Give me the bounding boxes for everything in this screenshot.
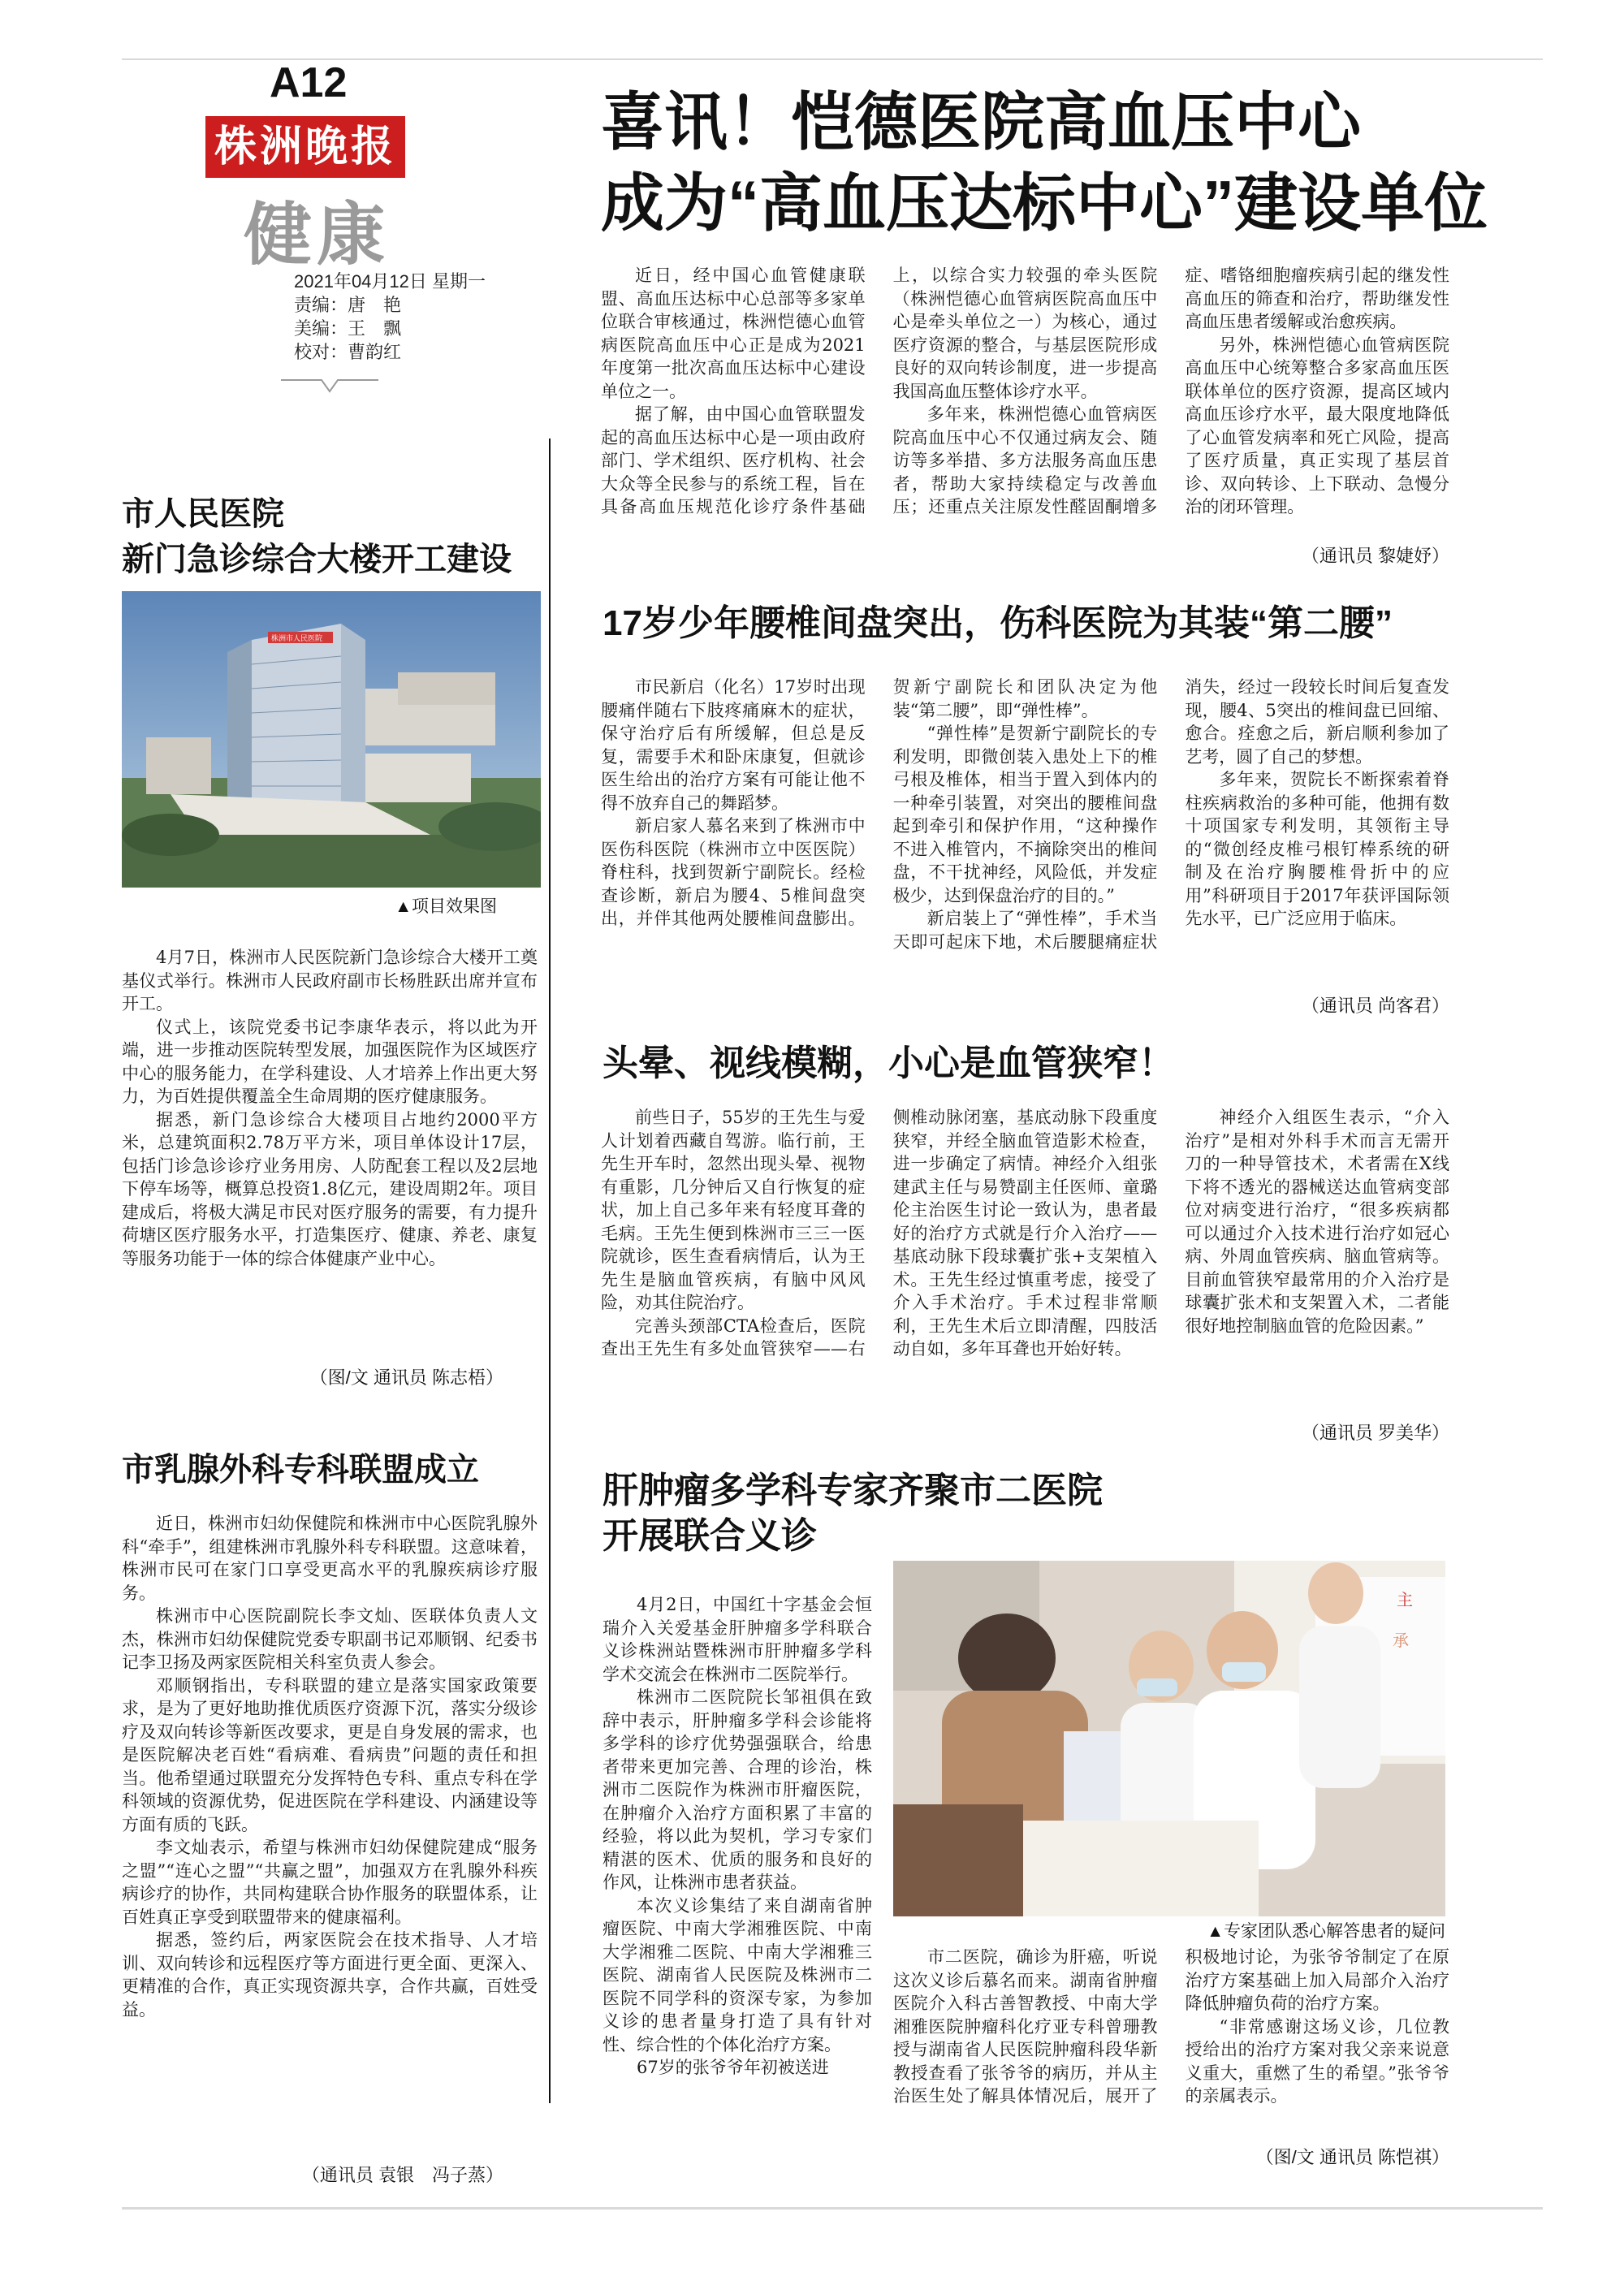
section-title: 健康 <box>244 194 391 274</box>
main-article-credit: （通讯员 黎婕妤） <box>1301 546 1449 566</box>
hospital-article-headline <box>122 491 538 582</box>
paragraph: 据悉，签约后，两家医院会在技术指导、人才培训、双向转诊和远程医疗等方面进行更全面、更深入、更精准的合作，真正实现资源共享，合作共赢，百姓受益。 <box>122 1930 538 2020</box>
paragraph: 株洲市中心医院副院长李文灿、医联体负责人文杰，株洲市妇幼保健院党委专职副书记邓顺钢、纪委书记李卫扬及两家医院相关科室负责人参会。 <box>122 1606 538 1672</box>
main-headline-line2: 成为“高血压达标中心”建设单位 <box>601 167 1488 239</box>
vessel-article-headline: 头晕、视线模糊，小心是血管狭窄！ <box>603 1043 1174 1083</box>
breast-article-body <box>122 1512 538 2158</box>
paragraph: 67岁的张爷爷年初被送进 <box>637 2058 829 2077</box>
paragraph: 据悉，新门急诊综合大楼项目占地约2000平方米，总建筑面积2.78万平方米，项目单体设计17层，包括门诊急诊诊疗业务用房、人防配套工程以及2层地下停车场等，概算总投资1.8亿元，建设周期2年。项目建成后，将极大满足市民对医疗服务的需要，有力提升荷塘区医疗服务水平，打造集医疗、健康、养老、康复等服务功能于一体的综合体健康产业中心。 <box>122 1109 538 1268</box>
consultation-scene-illustration <box>893 1561 1445 1916</box>
liver-photo-caption: ▲专家团队悉心解答患者的疑问 <box>1207 1922 1445 1941</box>
vessel-article-body <box>601 1106 1449 1439</box>
main-headline-line1: 喜讯！恺德医院高血压中心 <box>601 86 1362 158</box>
page-number: A12 <box>270 59 348 106</box>
paragraph: 神经介入组医生表示，“介入治疗”是相对外科手术而言无需开刀的一种导管技术，术者需在X线下将不透光的器械送达血管病变部位对病变进行治疗，“很多疾病都可以通过介入技术进行治疗如冠心病、外周血管疾病、脑血管病等。目前血管狭窄最常用的介入治疗是球囊扩张术和支架置入术，二者能很好地控制脑血管的危险因素。” <box>1185 1108 1449 1336</box>
building-sign: 株洲市人民医院 <box>271 635 323 643</box>
hospital-rendering-photo <box>122 591 541 888</box>
paragraph: 多年来，贺院长不断探索着脊柱疾病救治的多种可能，他拥有数十项国家专利发明，其领衔主导的“微创经皮椎弓根钉棒系统的研制及在治疗胸腰椎骨折中的应用”科研项目于2017年获评国际领先水平，已广泛应用于临床。 <box>1185 770 1449 928</box>
expert-consultation-photo <box>893 1561 1445 1916</box>
paragraph: 近日，株洲市妇幼保健院和株洲市中心医院乳腺外科“牵手”，组建株洲市乳腺外科专科联盟。这意味着，株洲市民可在家门口享受更高水平的乳腺疾病诊疗服务。 <box>122 1514 538 1603</box>
main-article-body <box>601 264 1449 564</box>
column-divider <box>549 438 551 2103</box>
paragraph: 株洲市二医院院长邹祖俱在致辞中表示，肝肿瘤多学科会诊能将多学科的诊疗优势强强联合，给患者带来更加完善、合理的诊治，株洲市二医院作为株洲市肝瘤医院，在肿瘤介入治疗方面积累了丰富的经验，将以此为契机，学习专家们精湛的医术、优质的服务和良好的作风，让株洲市患者获益。 <box>603 1687 872 1892</box>
paragraph: 市二医院，确诊为肝癌，听说这次义诊后慕名而来。湖南省肿瘤医院介入科古善智教授、中南大学湘雅医院肿瘤科化疗亚专科曾珊教授与湖南省人民医院肿瘤科段华新教授查看了张爷爷的病历，并从主治医生处了解具体情况后，展开了积极地讨论，为张爷爷制定了在原治疗方案基础上加入局部介入治疗降低肿瘤负荷的治疗方案。 <box>893 1947 1449 2106</box>
hospital-headline-line2: 新门急诊综合大楼开工建设 <box>122 542 512 577</box>
paragraph: 4月2日，中国红十字基金会恒瑞介入关爱基金肝肿瘤多学科联合义诊株洲站暨株洲市肝肿瘤多学科学术交流会在株洲市二医院举行。 <box>603 1595 872 1684</box>
spine-article-body <box>601 676 1449 1017</box>
paragraph: 前些日子，55岁的王先生与爱人计划着西藏自驾游。临行前，王先生开车时，忽然出现头晕、视物有重影，几分钟后又自行恢复的症状，加上自己多年来有轻度耳聋的毛病。王先生便到株洲市三三一医院就诊，医生查看病情后，认为王先生是脑血管疾病，有脑中风风险，劝其住院治疗。 <box>601 1108 866 1312</box>
liver-article-body-bottom <box>893 1946 1449 2165</box>
liver-article-body-top <box>603 1593 872 2137</box>
spine-article-headline: 17岁少年腰椎间盘突出，伤科医院为其装“第二腰” <box>603 603 1393 643</box>
paragraph: 另外，株洲恺德心血管病医院高血压中心统筹整合多家高血压医联体单位的医疗资源，提高区域内高血压诊疗水平，最大限度地降低了心血管发病率和死亡风险，提高了医疗质量，真正实现了基层首诊、双向转诊、上下联动、急慢分治的闭环管理。 <box>1185 335 1449 516</box>
paragraph: 新启家人慕名来到了株洲市中医伤科医院（株洲市立中医医院）脊柱科，找到贺新宁副院长。经检查诊断，新启为腰4、5椎间盘突出，并伴其他两处腰椎间盘膨出。贺新宁副院长和团队决定为他装“第二腰”，即“弹性棒”。 <box>601 677 1158 928</box>
breast-article-headline: 市乳腺外科专科联盟成立 <box>122 1452 479 1488</box>
proofreader-credit: 校对：曹韵红 <box>294 342 402 362</box>
liver-headline-line2: 开展联合义诊 <box>603 1516 817 1556</box>
paragraph: 市民新启（化名）17岁时出现腰痛伴随右下肢疼痛麻木的症状，保守治疗后有所缓解，但总是反复，需要手术和卧床康复，但就诊医生给出的治疗方案有可能让他不得不放弃自己的舞蹈梦。 <box>601 677 866 813</box>
paragraph: 本次义诊集结了来自湖南省肿瘤医院、中南大学湘雅医院、中南大学湘雅二医院、中南大学湘雅三医院、湖南省人民医院及株洲市二医院不同学科的资深专家，为参加义诊的患者量身打造了具有针对性、综合性的个体化治疗方案。 <box>603 1895 872 2054</box>
hospital-headline-line1: 市人民医院 <box>122 496 284 532</box>
paragraph: 近日，经中国心血管健康联盟、高血压达标中心总部等多家单位联合审核通过，株洲恺德心血管病医院高血压中心正是成为2021年度第一批次高血压达标中心建设单位之一。 <box>601 266 866 401</box>
paragraph: 邓顺钢指出，专科联盟的建立是落实国家政策要求，是为了更好地助推优质医疗资源下沉，落实分级诊疗及双向转诊等新医改要求，更是自身发展的需求，也是医院解决老百姓“看病难、看病贵”问题的责任和担当。他希望通过联盟充分发挥特色专科、重点专科在学科领域的资源优势，促进医院在学科建设、内涵建设等方面有质的飞跃。 <box>122 1675 538 1834</box>
paragraph: 仪式上，该院党委书记李康华表示，将以此为开端，进一步推动医院转型发展，加强医院作为区域医疗中心的服务能力，在学科建设、人才培养上作出更大努力，为百姓提供覆盖全生命周期的医疗健康服务。 <box>122 1017 538 1106</box>
liver-article-credit: （图/文 通讯员 陈恺祺） <box>1255 2147 1449 2167</box>
bottom-rule <box>122 2207 1543 2210</box>
paragraph: 据了解，由中国心血管联盟发起的高血压达标中心是一项由政府部门、学术组织、医疗机构、社会大众等全民参与的系统工程，旨在具备高血压规范化诊疗条件基础上，以综合实力较强的牵头医院（株洲恺德心血管病医院高血压中心是牵头单位之一）为核心，通过医疗资源的整合，与基层医院形成良好的双向转诊制度，进一步提高我国高血压整体诊疗水平。 <box>601 266 1158 516</box>
editor-credit: 责编：唐 艳 <box>294 295 402 315</box>
spine-article-credit: （通讯员 尚客君） <box>1301 996 1449 1016</box>
paragraph: 4月7日，株洲市人民医院新门急诊综合大楼开工奠基仪式举行。株洲市人民政府副市长杨胜跃出席并宣布开工。 <box>122 948 538 1013</box>
hospital-article-credit: （图/文 通讯员 陈志梧） <box>309 1367 503 1388</box>
chevron-divider-icon <box>281 375 378 396</box>
hospital-photo-caption: ▲项目效果图 <box>395 897 497 916</box>
newspaper-logo: 株洲晚报 <box>205 116 405 178</box>
liver-headline-line1: 肝肿瘤多学科专家齐聚市二医院 <box>603 1471 1103 1510</box>
designer-credit: 美编：王 飘 <box>294 318 402 339</box>
liver-article-headline <box>603 1468 1103 1559</box>
svg-text:主: 主 <box>1397 1590 1413 1609</box>
hospital-article-body <box>122 946 538 1364</box>
hospital-building-illustration <box>122 591 541 888</box>
vessel-article-credit: （通讯员 罗美华） <box>1301 1423 1449 1443</box>
paragraph: “弹性棒”是贺新宁副院长的专利发明，即微创装入患处上下的椎弓根及椎体，相当于置入到体内的一种牵引装置，对突出的腰椎间盘起到牵引和保护作用，“这种操作不进入椎管内，不摘除突出的椎间盘，不干扰神经，风险低，并发症极少，达到保盘治疗的目的。” <box>892 724 1158 905</box>
breast-article-credit: （通讯员 袁银 冯子蒸） <box>301 2165 503 2185</box>
main-headline <box>601 81 1488 244</box>
paragraph: 李文灿表示，希望与株洲市妇幼保健院建成“服务之盟”“连心之盟”“共赢之盟”，加强双方在乳腺外科疾病诊疗的协作，共同构建联合协作服务的联盟体系，让百姓真正享受到联盟带来的健康福利。 <box>122 1838 538 1927</box>
svg-text:承: 承 <box>1393 1631 1409 1650</box>
paragraph: 完善头颈部CTA检查后，医院查出王先生有多处血管狭窄——右侧椎动脉闭塞，基底动脉下段重度狭窄，并经全脑血管造影术检查，进一步确定了病情。神经介入组张建武主任与易赞副主任医师、童璐伦主治医生讨论一致认为，患者最好的治疗方式就是行介入治疗——基底动脉下段球囊扩张+支架植入术。王先生经过慎重考虑，接受了介入手术治疗。手术过程非常顺利，王先生术后立即清醒，四肢活动自如，多年耳聋也开始好转。 <box>601 1108 1158 1359</box>
paragraph: 新启装上了“弹性棒”，手术当天即可起床下地，术后腰腿痛症状消失，经过一段较长时间后复查发现，腰4、5突出的椎间盘已回缩、愈合。痊愈之后，新启顺利参加了艺考，圆了自己的梦想。 <box>892 677 1449 952</box>
issue-date: 2021年04月12日 星期一 <box>294 271 486 292</box>
paragraph: “非常感谢这场义诊，几位教授给出的治疗方案对我父亲来说意义重大，重燃了生的希望。”张爷爷的亲属表示。 <box>1185 2016 1449 2106</box>
paragraph: 多年来，株洲恺德心血管病医院高血压中心不仅通过病友会、随访等多举措、多方法服务高血压患者，帮助大家持续稳定与改善血压；还重点关注原发性醛固酮增多症、嗜铬细胞瘤疾病引起的继发性高血压的筛查和治疗，帮助继发性高血压患者缓解或治愈疾病。 <box>892 266 1449 516</box>
